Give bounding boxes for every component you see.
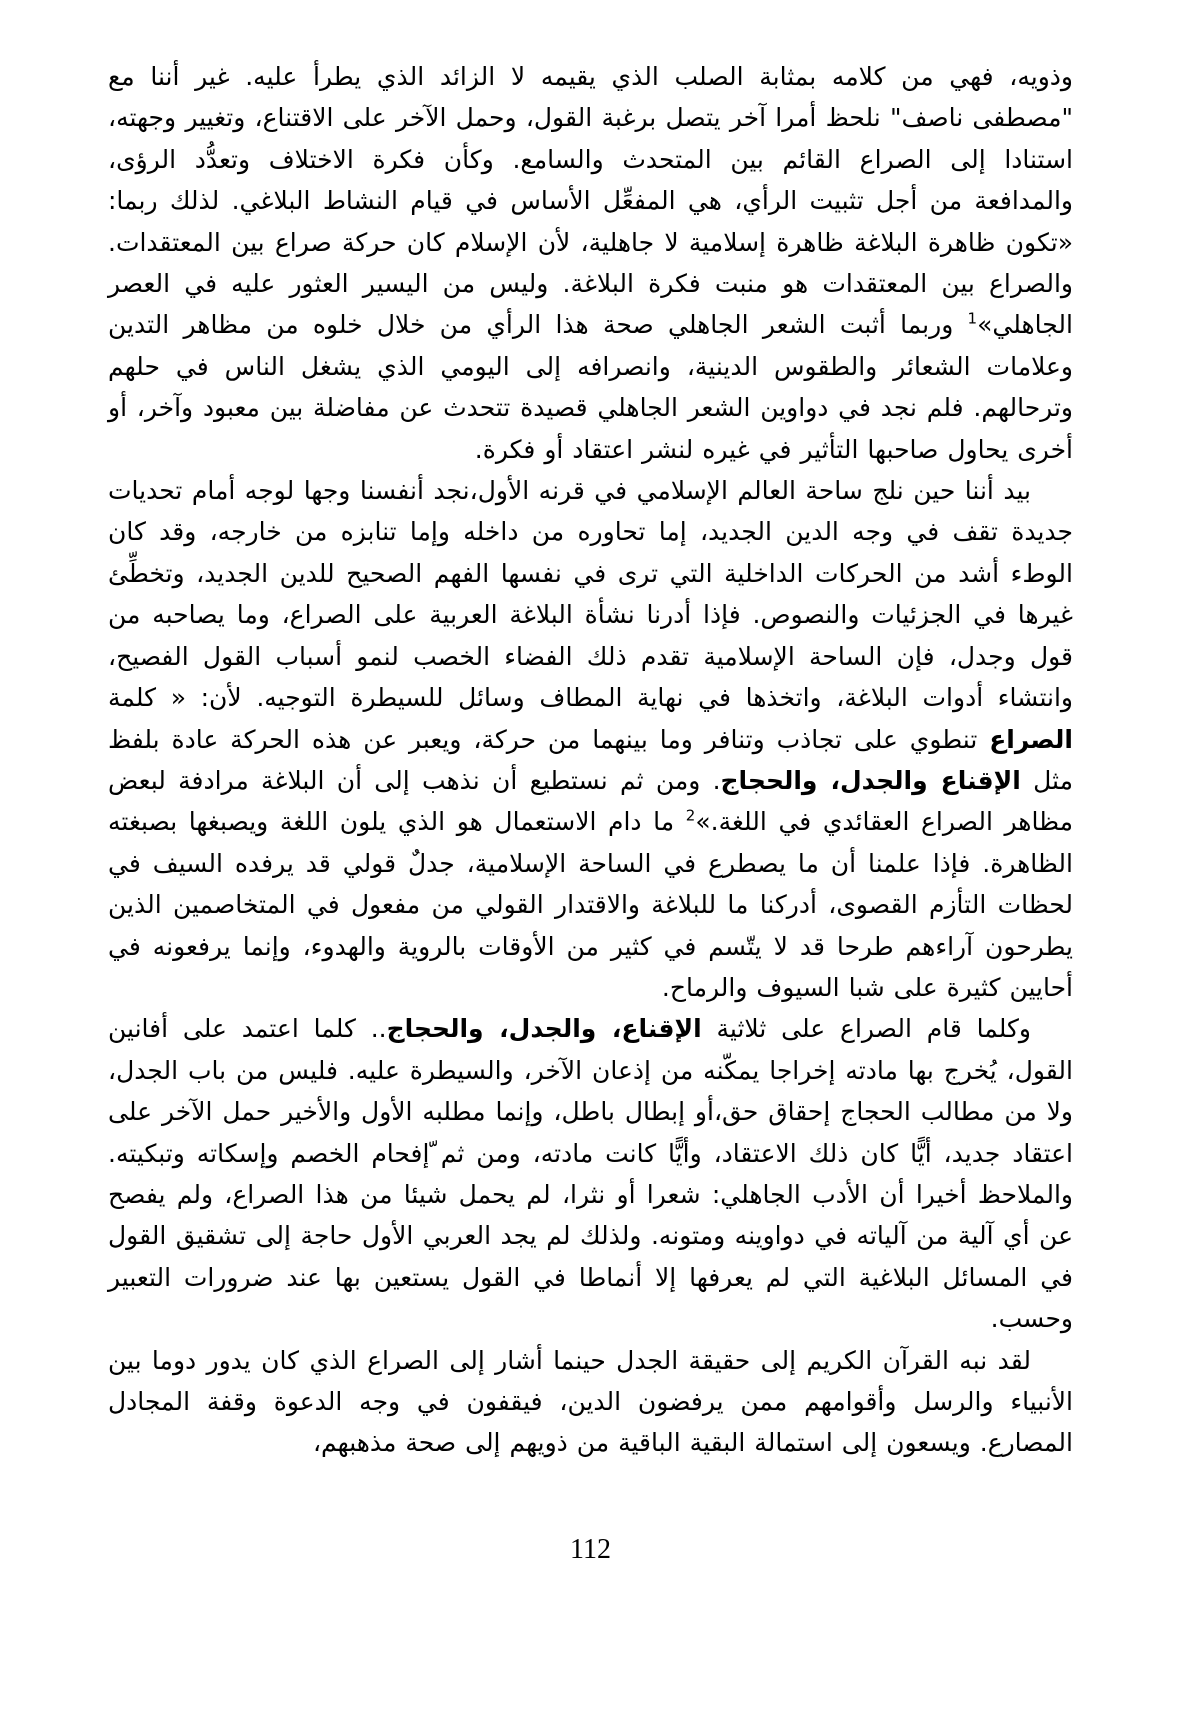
text-run: وكلما قام الصراع على ثلاثية (701, 1014, 1031, 1044)
paragraph (108, 1340, 1073, 1464)
page-number: 112 (570, 1534, 611, 1565)
text-run: وربما أثبت الشعر الجاهلي صحة هذا الرأي من خلال خلوه من مظاهر التدين وعلامات الشعائر والطقوس الدينية، وانصرافه إلى اليومي الذي يشغل الناس في حلهم وترحالهم. فلم نجد في دواوين الشعر الجاهلي قصيدة تتحدث عن مفاضلة بين معبود وآخر، أو أخرى يحاول صاحبها التأثير في غيره لنشر اعتقاد أو فكرة. (108, 310, 1073, 464)
footnote-ref: 2 (685, 806, 696, 825)
text-run: لقد نبه القرآن الكريم إلى حقيقة الجدل حينما أشار إلى الصراع الذي كان يدور دوما بين الأنبياء والرسل وأقوامهم ممن يرفضون الدين، فيقفون في وجه الدعوة وقفة المجادل المصارع. ويسعون إلى استمالة البقية الباقية من ذويهم إلى صحة مذهبهم، (108, 1345, 1073, 1458)
footnote-ref: 1 (967, 310, 978, 329)
text-run: وذويه، فهي من كلامه بمثابة الصلب الذي يقيمه لا الزائد الذي يطرأ عليه. غير أننا مع "مصطفى ناصف" نلحظ أمرا آخر يتصل برغبة القول، وحمل الآخر على الاقتناع، وتغيير وجهته، استنادا إلى الصراع القائم بين المتحدث والسامع. وكأن فكرة الاختلاف وتعدُّد الرؤى، والمدافعة من أجل تثبيت الرأي، هي المفعِّل الأساس في قيام النشاط البلاغي. لذلك ربما: «تكون ظاهرة البلاغة ظاهرة إسلامية لا جاهلية، لأن الإسلام كان حركة صراع بين المعتقدات. والصراع بين المعتقدات هو منبت فكرة البلاغة. وليس من اليسير العثور عليه في العصر الجاهلي» (108, 62, 1073, 340)
paragraph (108, 1008, 1073, 1339)
text-run: ما دام الاستعمال هو الذي يلون اللغة ويصبغها بصبغته الظاهرة. فإذا علمنا أن ما يصطرع في الساحة الإسلامية، جدلٌ قولي قد يرفده السيف في لحظات التأزم القصوى، أدركنا ما للبلاغة والاقتدار القولي من مفعول في المتخاصمين الذين يطرحون آراءهم طرحا قد لا يتّسم في كثير من الأوقات بالروية والهدوء، وإنما يرفعونه في أحايين كثيرة على شبا السيوف والرماح. (108, 807, 1073, 1002)
paragraph (108, 56, 1073, 470)
text-run: بيد أننا حين نلج ساحة العالم الإسلامي في قرنه الأول،نجد أنفسنا وجها لوجه أمام تحديات جديدة تقف في وجه الدين الجديد، إما تحاوره من داخله وإما تنابزه من خارجه، وقد كان الوطء أشد من الحركات الداخلية التي ترى في نفسها الفهم الصحيح للدين الجديد، وتخطِّئ غيرها في الجزئيات والنصوص. فإذا أدرنا نشأة البلاغة العربية على الصراع، وما يصاحبه من قول وجدل، فإن الساحة الإسلامية تقدم ذلك الفضاء الخصب لنمو أسباب القول الفصيح، وانتشاء أدوات البلاغة، واتخذها في نهاية المطاف وسائل للسيطرة التوجيه. لأن: « كلمة (108, 476, 1073, 713)
body-text (108, 56, 1073, 1464)
text-run: .. كلما اعتمد على أفانين القول، يُخرج بها مادته إخراجا يمكّنه من إذعان الآخر، والسيطرة عليه. فليس من باب الجدل، ولا من مطالب الحجاج إحقاق حق،أو إبطال باطل، وإنما مطلبه الأول والأخير حمل الآخر على اعتقاد جديد، أيًّا كان ذلك الاعتقاد، وأيًّا كانت مادته، ومن ثم ّإفحام الخصم وإسكاته وتبكيته. والملاحظ أخيرا أن الأدب الجاهلي: شعرا أو نثرا، لم يحمل شيئا من هذا الصراع، ولم يفصح عن أي آلية من آلياته في دواوينه ومتونه. ولذلك لم يجد العربي الأول حاجة إلى تشقيق القول في المسائل البلاغية التي لم يعرفها إلا أنماطا في القول يستعين بها عند ضرورات التعبير وحسب. (108, 1014, 1073, 1334)
paragraph (108, 470, 1073, 1008)
text-run: تنطوي على تجاذب وتنافر وما بينهما من حركة، ويعبر عن هذه الحركة عادة بلفظ مثل (108, 724, 1073, 795)
text-run: . ومن ثم نستطيع أن نذهب إلى أن البلاغة مرادفة لبعض مظاهر الصراع العقائدي في اللغة.» (108, 765, 1073, 837)
bold-term: الإقناع، والجدل، والحجاج (386, 1014, 702, 1044)
bold-term: الصراع (989, 724, 1073, 754)
bold-term: الإقناع والجدل، والحجاج (720, 765, 1021, 795)
